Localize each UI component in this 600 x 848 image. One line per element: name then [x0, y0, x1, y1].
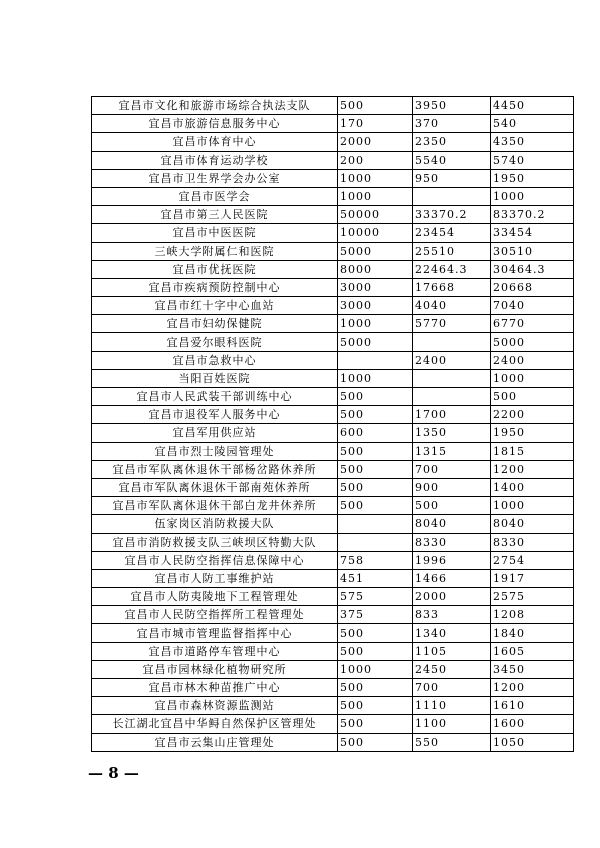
column-c-cell: 30464.3 — [491, 260, 574, 278]
column-c-cell: 1000 — [491, 187, 574, 205]
table-row — [92, 406, 574, 424]
column-c-cell: 2754 — [491, 551, 574, 569]
column-a-cell: 50000 — [338, 206, 413, 224]
table-row — [92, 551, 574, 569]
table-row — [92, 533, 574, 551]
column-c-cell: 7040 — [491, 297, 574, 315]
table-row — [92, 97, 574, 115]
column-b-cell: 370 — [413, 115, 491, 133]
table-row — [92, 297, 574, 315]
unit-name-cell: 宜昌市医学会 — [92, 187, 338, 205]
column-a-cell: 3000 — [338, 297, 413, 315]
table-row — [92, 715, 574, 733]
column-a-cell: 200 — [338, 151, 413, 169]
unit-name-cell: 宜昌市城市管理监督指挥中心 — [92, 624, 338, 642]
unit-name-cell: 宜昌市消防救援支队三峡坝区特勤大队 — [92, 533, 338, 551]
column-b-cell — [413, 369, 491, 387]
unit-name-cell: 宜昌市军队离休退休干部南苑休养所 — [92, 478, 338, 496]
table-row — [92, 224, 574, 242]
column-c-cell: 4450 — [491, 97, 574, 115]
table-row — [92, 333, 574, 351]
table-row — [92, 206, 574, 224]
unit-name-cell: 宜昌市人防工事维护站 — [92, 569, 338, 587]
unit-name-cell: 宜昌爱尔眼科医院 — [92, 333, 338, 351]
unit-name-cell: 宜昌市急救中心 — [92, 351, 338, 369]
column-c-cell: 540 — [491, 115, 574, 133]
table-row — [92, 315, 574, 333]
table-body — [92, 97, 574, 752]
table-row — [92, 660, 574, 678]
table-row — [92, 733, 574, 751]
column-c-cell: 6770 — [491, 315, 574, 333]
column-a-cell: 600 — [338, 424, 413, 442]
column-c-cell: 5740 — [491, 151, 574, 169]
column-b-cell: 5540 — [413, 151, 491, 169]
unit-name-cell: 三峡大学附属仁和医院 — [92, 242, 338, 260]
column-a-cell: 500 — [338, 388, 413, 406]
column-c-cell: 1605 — [491, 642, 574, 660]
column-c-cell: 1200 — [491, 679, 574, 697]
table-row — [92, 151, 574, 169]
table-row — [92, 388, 574, 406]
unit-name-cell: 宜昌市第三人民医院 — [92, 206, 338, 224]
unit-name-cell: 宜昌市体育运动学校 — [92, 151, 338, 169]
table-row — [92, 624, 574, 642]
column-c-cell: 1000 — [491, 497, 574, 515]
column-c-cell: 1050 — [491, 733, 574, 751]
unit-name-cell: 宜昌市烈士陵园管理处 — [92, 442, 338, 460]
unit-name-cell: 宜昌市军队离休退休干部白龙井休养所 — [92, 497, 338, 515]
table-row — [92, 115, 574, 133]
table-row — [92, 442, 574, 460]
column-b-cell: 23454 — [413, 224, 491, 242]
column-b-cell — [413, 187, 491, 205]
column-a-cell — [338, 515, 413, 533]
column-b-cell: 1340 — [413, 624, 491, 642]
column-a-cell: 500 — [338, 642, 413, 660]
column-a-cell: 8000 — [338, 260, 413, 278]
table-row — [92, 260, 574, 278]
column-c-cell: 8040 — [491, 515, 574, 533]
unit-name-cell: 宜昌市军队离休退休干部杨岔路休养所 — [92, 460, 338, 478]
column-a-cell: 500 — [338, 733, 413, 751]
table-row — [92, 588, 574, 606]
column-c-cell: 5000 — [491, 333, 574, 351]
column-a-cell: 5000 — [338, 333, 413, 351]
column-b-cell: 1466 — [413, 569, 491, 587]
column-a-cell: 500 — [338, 624, 413, 642]
column-c-cell: 1200 — [491, 460, 574, 478]
unit-name-cell: 宜昌市道路停车管理中心 — [92, 642, 338, 660]
unit-name-cell: 宜昌市森林资源监测站 — [92, 697, 338, 715]
column-a-cell: 500 — [338, 406, 413, 424]
unit-name-cell: 宜昌军用供应站 — [92, 424, 338, 442]
column-b-cell: 950 — [413, 169, 491, 187]
budget-table-container — [91, 96, 573, 752]
column-b-cell: 2450 — [413, 660, 491, 678]
unit-name-cell: 宜昌市中医医院 — [92, 224, 338, 242]
column-a-cell: 500 — [338, 697, 413, 715]
column-c-cell: 1840 — [491, 624, 574, 642]
column-b-cell — [413, 388, 491, 406]
column-b-cell: 25510 — [413, 242, 491, 260]
column-c-cell: 1610 — [491, 697, 574, 715]
table-row — [92, 606, 574, 624]
column-b-cell: 500 — [413, 497, 491, 515]
column-b-cell: 900 — [413, 478, 491, 496]
column-a-cell: 451 — [338, 569, 413, 587]
table-row — [92, 424, 574, 442]
column-b-cell: 1996 — [413, 551, 491, 569]
table-row — [92, 697, 574, 715]
unit-name-cell: 宜昌市体育中心 — [92, 133, 338, 151]
table-row — [92, 242, 574, 260]
column-c-cell: 3450 — [491, 660, 574, 678]
table-row — [92, 478, 574, 496]
unit-name-cell: 宜昌市人民武装干部训练中心 — [92, 388, 338, 406]
column-c-cell: 33454 — [491, 224, 574, 242]
column-a-cell: 1000 — [338, 187, 413, 205]
unit-name-cell: 宜昌市林木种苗推广中心 — [92, 679, 338, 697]
column-c-cell: 83370.2 — [491, 206, 574, 224]
column-a-cell: 1000 — [338, 315, 413, 333]
column-a-cell: 500 — [338, 679, 413, 697]
unit-name-cell: 伍家岗区消防救援大队 — [92, 515, 338, 533]
unit-name-cell: 宜昌市文化和旅游市场综合执法支队 — [92, 97, 338, 115]
column-a-cell — [338, 533, 413, 551]
column-b-cell: 4040 — [413, 297, 491, 315]
column-c-cell: 8330 — [491, 533, 574, 551]
unit-name-cell: 宜昌市疾病预防控制中心 — [92, 278, 338, 296]
budget-table — [91, 96, 574, 752]
column-c-cell: 30510 — [491, 242, 574, 260]
column-c-cell: 1400 — [491, 478, 574, 496]
column-a-cell: 500 — [338, 715, 413, 733]
column-a-cell: 170 — [338, 115, 413, 133]
column-a-cell: 575 — [338, 588, 413, 606]
column-b-cell: 1315 — [413, 442, 491, 460]
column-c-cell: 1950 — [491, 169, 574, 187]
column-c-cell: 1815 — [491, 442, 574, 460]
column-a-cell: 1000 — [338, 660, 413, 678]
column-c-cell: 1208 — [491, 606, 574, 624]
table-row — [92, 133, 574, 151]
page-number: — 8 — — [88, 764, 139, 782]
unit-name-cell: 宜昌市园林绿化植物研究所 — [92, 660, 338, 678]
column-b-cell: 700 — [413, 460, 491, 478]
column-c-cell: 20668 — [491, 278, 574, 296]
column-c-cell: 2575 — [491, 588, 574, 606]
table-row — [92, 169, 574, 187]
column-b-cell: 22464.3 — [413, 260, 491, 278]
column-b-cell: 2000 — [413, 588, 491, 606]
column-c-cell: 2400 — [491, 351, 574, 369]
unit-name-cell: 宜昌市退役军人服务中心 — [92, 406, 338, 424]
column-b-cell: 33370.2 — [413, 206, 491, 224]
column-b-cell: 8040 — [413, 515, 491, 533]
column-b-cell: 17668 — [413, 278, 491, 296]
unit-name-cell: 宜昌市优抚医院 — [92, 260, 338, 278]
column-a-cell: 500 — [338, 460, 413, 478]
table-row — [92, 187, 574, 205]
table-row — [92, 642, 574, 660]
unit-name-cell: 当阳百姓医院 — [92, 369, 338, 387]
column-a-cell: 10000 — [338, 224, 413, 242]
column-c-cell: 1917 — [491, 569, 574, 587]
unit-name-cell: 宜昌市云集山庄管理处 — [92, 733, 338, 751]
column-c-cell: 1950 — [491, 424, 574, 442]
unit-name-cell: 宜昌市人防夷陵地下工程管理处 — [92, 588, 338, 606]
table-row — [92, 679, 574, 697]
column-a-cell: 500 — [338, 97, 413, 115]
column-c-cell: 1600 — [491, 715, 574, 733]
column-b-cell: 700 — [413, 679, 491, 697]
column-a-cell: 2000 — [338, 133, 413, 151]
column-b-cell: 2400 — [413, 351, 491, 369]
unit-name-cell: 宜昌市妇幼保健院 — [92, 315, 338, 333]
column-a-cell: 3000 — [338, 278, 413, 296]
column-a-cell: 758 — [338, 551, 413, 569]
column-c-cell: 1000 — [491, 369, 574, 387]
column-b-cell: 1700 — [413, 406, 491, 424]
column-a-cell: 500 — [338, 497, 413, 515]
column-b-cell: 1105 — [413, 642, 491, 660]
unit-name-cell: 长江湖北宜昌中华鲟自然保护区管理处 — [92, 715, 338, 733]
unit-name-cell: 宜昌市人民防空指挥信息保障中心 — [92, 551, 338, 569]
unit-name-cell: 宜昌市红十字中心血站 — [92, 297, 338, 315]
column-a-cell: 5000 — [338, 242, 413, 260]
table-row — [92, 569, 574, 587]
table-row — [92, 351, 574, 369]
table-row — [92, 497, 574, 515]
column-c-cell: 4350 — [491, 133, 574, 151]
unit-name-cell: 宜昌市旅游信息服务中心 — [92, 115, 338, 133]
column-c-cell: 500 — [491, 388, 574, 406]
column-b-cell: 1110 — [413, 697, 491, 715]
table-row — [92, 515, 574, 533]
column-b-cell: 3950 — [413, 97, 491, 115]
column-b-cell: 8330 — [413, 533, 491, 551]
column-a-cell: 1000 — [338, 369, 413, 387]
table-row — [92, 369, 574, 387]
column-a-cell: 500 — [338, 478, 413, 496]
table-row — [92, 460, 574, 478]
column-a-cell: 375 — [338, 606, 413, 624]
column-c-cell: 2200 — [491, 406, 574, 424]
unit-name-cell: 宜昌市卫生界学会办公室 — [92, 169, 338, 187]
column-b-cell: 1350 — [413, 424, 491, 442]
column-b-cell — [413, 333, 491, 351]
column-a-cell: 500 — [338, 442, 413, 460]
table-row — [92, 278, 574, 296]
column-a-cell — [338, 351, 413, 369]
column-b-cell: 1100 — [413, 715, 491, 733]
column-b-cell: 5770 — [413, 315, 491, 333]
unit-name-cell: 宜昌市人民防空指挥所工程管理处 — [92, 606, 338, 624]
column-a-cell: 1000 — [338, 169, 413, 187]
column-b-cell: 550 — [413, 733, 491, 751]
column-b-cell: 2350 — [413, 133, 491, 151]
column-b-cell: 833 — [413, 606, 491, 624]
